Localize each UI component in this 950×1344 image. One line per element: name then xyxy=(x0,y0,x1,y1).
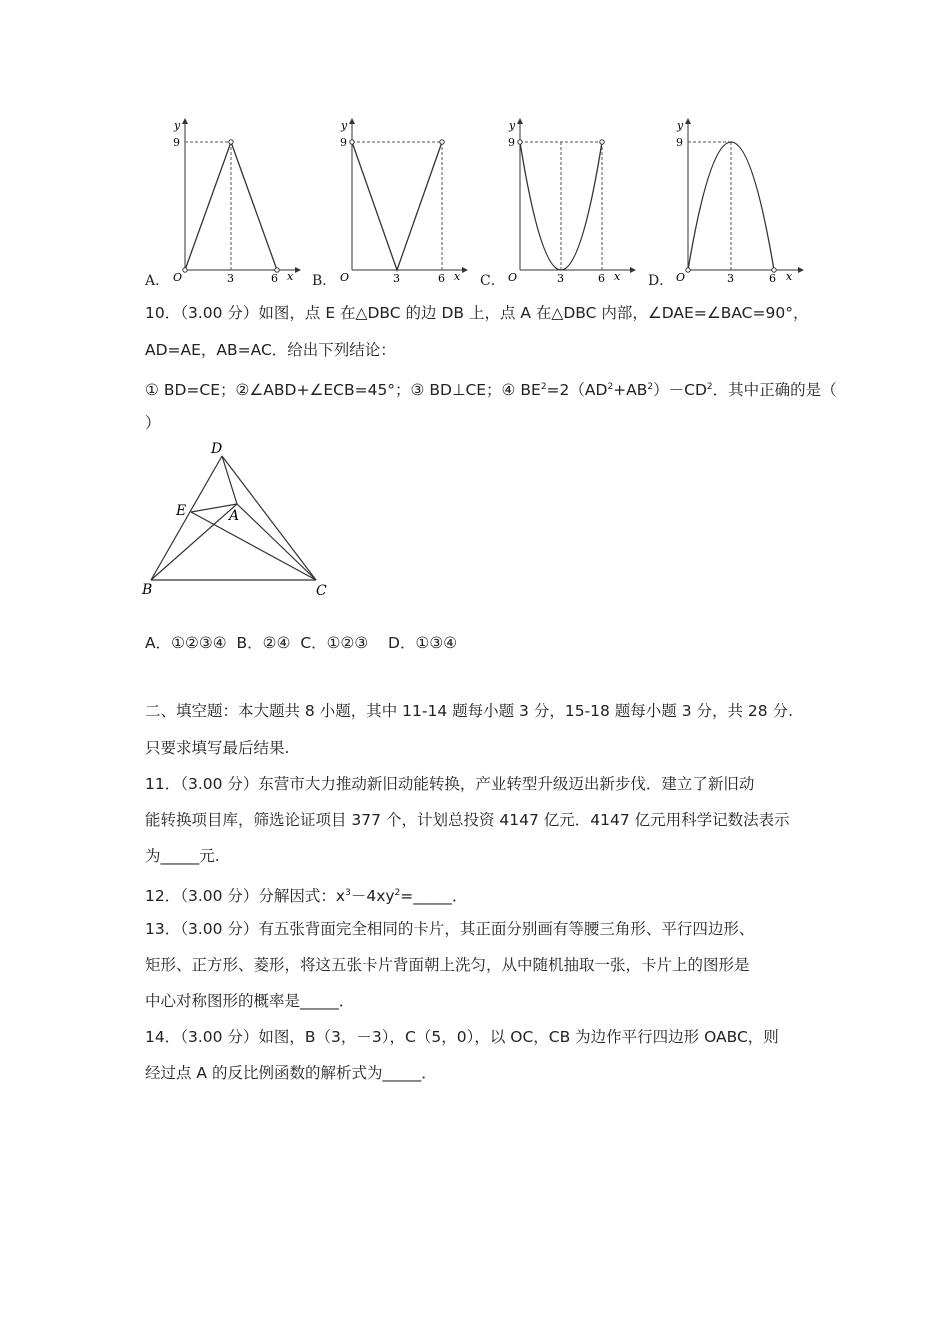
graph-a xyxy=(165,112,305,287)
q13-line1: 13．（3.00 分）有五张背面完全相同的卡片，其正面分别画有等腰三角形、平行四边形、 xyxy=(145,920,755,938)
curve-point xyxy=(518,140,522,144)
tick-3: 3 xyxy=(393,272,400,285)
x-axis-label: x xyxy=(614,270,621,283)
q11-line1: 11．（3.00 分）东营市大力推动新旧动能转换，产业转型升级迈出新步伐．建立了新旧动 xyxy=(145,775,755,793)
q10-conclusions xyxy=(145,377,837,400)
curve-point xyxy=(350,140,354,144)
q13-line2: 矩形、正方形、菱形，将这五张卡片背面朝上洗匀，从中随机抽取一张，卡片上的图形是 xyxy=(145,956,750,974)
origin-label: O xyxy=(508,271,518,284)
superscript: 2 xyxy=(540,382,547,392)
x-axis-arrow xyxy=(630,267,636,273)
segment-da xyxy=(222,456,237,504)
point-e-label: E xyxy=(176,503,187,519)
q13-line3: 中心对称图形的概率是_____． xyxy=(145,992,355,1010)
function-curve xyxy=(688,142,774,270)
point-a-label: A xyxy=(229,508,240,524)
option-d-label: D． xyxy=(648,273,674,289)
q11-line3: 为_____元. xyxy=(145,847,220,865)
q12-part: 12．（3.00 分）分解因式：x xyxy=(145,887,346,905)
q12-line xyxy=(145,883,468,906)
q14-line1: 14．（3.00 分）如图，B（3，－3），C（5，0），以 OC，CB 为边作平行四边形 OABC，则 xyxy=(145,1028,779,1046)
function-curve xyxy=(185,142,277,270)
q10-conclusion-part: +AB xyxy=(613,381,648,399)
x-axis-arrow xyxy=(798,267,804,273)
y-axis-label: y xyxy=(341,119,348,132)
q10-geometry-figure xyxy=(138,436,343,604)
q10-close-paren: ） xyxy=(145,414,161,432)
x-axis-label: x xyxy=(287,270,294,283)
option-c-label: C． xyxy=(480,273,505,289)
q10-conclusion-part: =2（AD xyxy=(546,381,608,399)
curve-point xyxy=(600,140,604,144)
option-a-label: A． xyxy=(145,273,170,289)
tick-3: 3 xyxy=(557,272,564,285)
tick-9: 9 xyxy=(340,136,347,149)
y-axis-label: y xyxy=(174,119,181,132)
tick-9: 9 xyxy=(173,136,180,149)
function-curve xyxy=(520,142,602,270)
superscript: 2 xyxy=(607,382,614,392)
curve-point xyxy=(686,268,690,272)
tick-6: 6 xyxy=(271,272,278,285)
option-b-label: B． xyxy=(312,273,337,289)
tick-6: 6 xyxy=(598,272,605,285)
q12-part: －4xy xyxy=(350,887,395,905)
x-axis-label: x xyxy=(454,270,461,283)
y-axis-arrow xyxy=(349,118,355,124)
x-axis-arrow xyxy=(295,267,301,273)
q10-conclusion-part: ① BD=CE；②∠ABD+∠ECB=45°；③ BD⊥CE；④ BE xyxy=(145,381,541,399)
curve-point xyxy=(440,140,444,144)
origin-label: O xyxy=(173,271,183,284)
q10-conclusion-part: ）－CD xyxy=(653,381,707,399)
graph-d xyxy=(668,112,808,287)
y-axis-arrow xyxy=(182,118,188,124)
y-axis-arrow xyxy=(517,118,523,124)
segment-db xyxy=(151,456,222,580)
segment-ab xyxy=(151,504,240,580)
tick-9: 9 xyxy=(676,136,683,149)
segment-ec xyxy=(191,512,316,580)
q10-stem-line2: AD=AE，AB=AC．给出下列结论： xyxy=(145,341,396,359)
origin-label: O xyxy=(340,271,350,284)
point-b-label: B xyxy=(142,582,153,598)
tick-9: 9 xyxy=(508,136,515,149)
curve-point xyxy=(183,268,187,272)
y-axis-label: y xyxy=(509,119,516,132)
superscript: 3 xyxy=(345,888,351,898)
tick-3: 3 xyxy=(727,272,734,285)
q10-stem-line1: 10．（3.00 分）如图，点 E 在△DBC 的边 DB 上，点 A 在△DBC 内部，∠DAE=∠BAC=90°， xyxy=(145,304,809,322)
q10-choices: A．①②③④ B．②④ C．①②③ D．①③④ xyxy=(145,634,458,652)
q12-part: =_____． xyxy=(400,887,468,905)
origin-label: O xyxy=(676,271,686,284)
y-axis-arrow xyxy=(685,118,691,124)
point-d-label: D xyxy=(211,441,223,457)
graph-c xyxy=(500,112,640,287)
section2-heading-line2: 只要求填写最后结果. xyxy=(145,739,290,757)
graph-b xyxy=(332,112,472,287)
tick-6: 6 xyxy=(438,272,445,285)
superscript: 2 xyxy=(647,382,654,392)
q11-line2: 能转换项目库，筛选论证项目 377 个，计划总投资 4147 亿元．4147 亿元用科学记数法表示 xyxy=(145,811,790,829)
tick-3: 3 xyxy=(227,272,234,285)
superscript: 2 xyxy=(394,888,401,898)
tick-6: 6 xyxy=(769,272,776,285)
q14-line2: 经过点 A 的反比例函数的解析式为_____． xyxy=(145,1064,437,1082)
section2-heading-line1: 二、填空题：本大题共 8 小题，其中 11-14 题每小题 3 分，15-18 题每小题 3 分，共 28 分. xyxy=(145,702,794,720)
curve-point xyxy=(229,140,233,144)
q10-conclusion-part: ．其中正确的是（ xyxy=(712,381,837,399)
y-axis-label: y xyxy=(677,119,684,132)
x-axis-arrow xyxy=(462,267,468,273)
function-curve xyxy=(352,142,442,270)
x-axis-label: x xyxy=(786,270,793,283)
point-c-label: C xyxy=(316,583,327,599)
superscript: 2 xyxy=(706,382,713,392)
segment-ac xyxy=(237,504,316,580)
